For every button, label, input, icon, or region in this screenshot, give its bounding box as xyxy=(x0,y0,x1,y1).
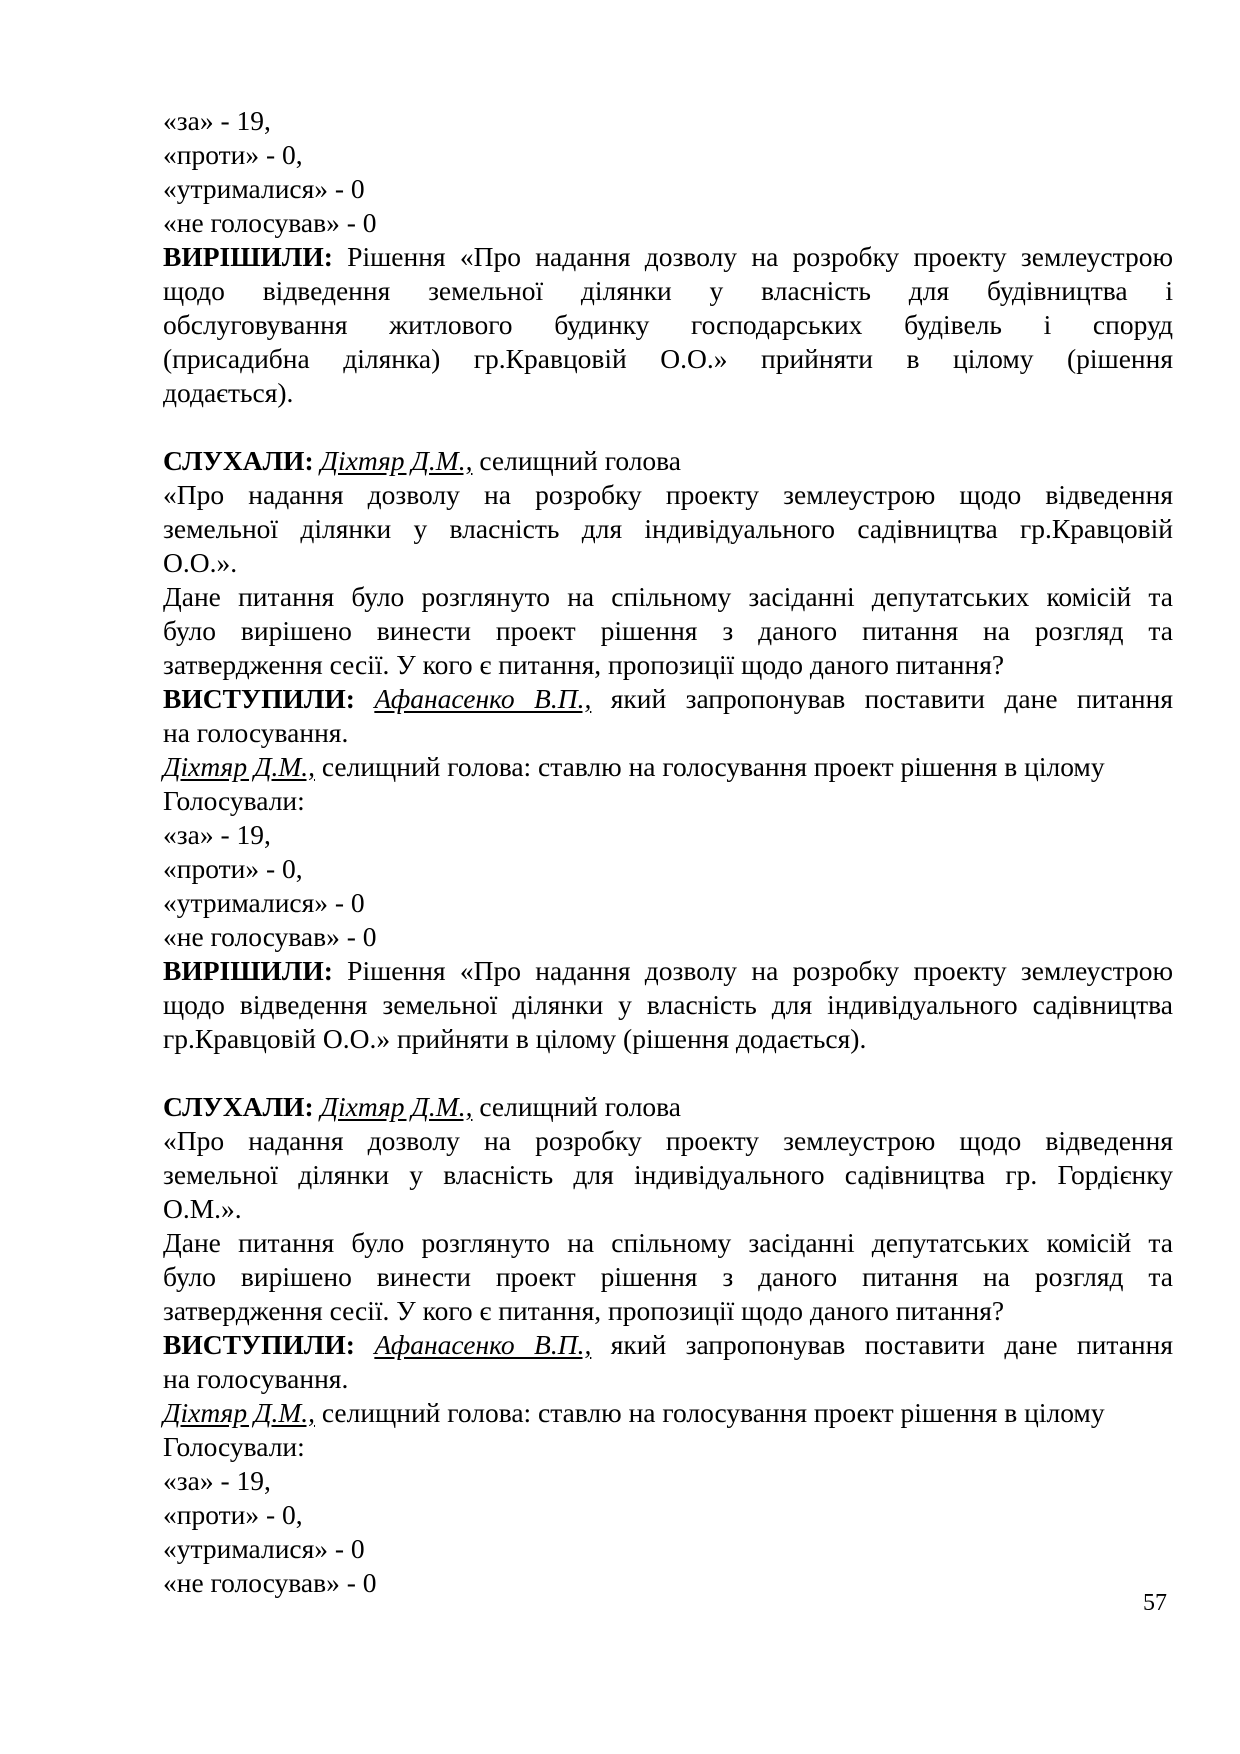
spoke-text: який запропонував поставити дане питання xyxy=(591,683,1174,714)
decision-line xyxy=(163,240,1173,274)
speaker-name: Діхтяр Д.М., xyxy=(320,445,473,476)
description-line: затвердження сесії. У кого є питання, пропозиції щодо даного питання? xyxy=(163,1295,1005,1326)
head-statement-text: селищний голова: ставлю на голосування проект рішення в цілому xyxy=(314,1397,1105,1428)
spoke-line xyxy=(163,1328,1173,1362)
decision-line: обслуговування житлового будинку господарських будівель і споруд xyxy=(163,309,1173,340)
spoke-line: на голосування. xyxy=(163,717,349,748)
voted-heading: Голосували: xyxy=(163,785,305,816)
description-line: було вирішено винести проект рішення з даного питання на розгляд та xyxy=(163,1261,1173,1292)
question-line: О.О.». xyxy=(163,547,238,578)
description-line: було вирішено винести проект рішення з даного питання на розгляд та xyxy=(163,615,1173,646)
decision-line: додається). xyxy=(163,377,294,408)
description-line: затвердження сесії. У кого є питання, пропозиції щодо даного питання? xyxy=(163,649,1005,680)
speaker-name: Діхтяр Д.М., xyxy=(163,1397,315,1428)
speaker-role: селищний голова xyxy=(472,445,682,476)
head-statement xyxy=(163,750,1173,784)
decision-line: щодо відведення земельної ділянки у власність для індивідуального садівництва xyxy=(163,989,1173,1020)
speaker-name: Афанасенко В.П., xyxy=(374,683,592,714)
vote-abstained: «утрималися» - 0 xyxy=(163,1533,365,1564)
speaker-name: Афанасенко В.П., xyxy=(374,1329,592,1360)
spoke-line xyxy=(163,682,1173,716)
vote-not-voted: «не голосував» - 0 xyxy=(163,1567,377,1598)
question-line: земельної ділянки у власність для індивідуального садівництва гр. Гордієнку xyxy=(163,1159,1173,1190)
question-line: «Про надання дозволу на розробку проекту землеустрою щодо відведення xyxy=(163,1125,1173,1156)
heard-line xyxy=(163,1090,1173,1124)
spoke-line: на голосування. xyxy=(163,1363,349,1394)
vote-not-voted: «не голосував» - 0 xyxy=(163,921,377,952)
decision-line xyxy=(163,954,1173,988)
description-line: Дане питання було розглянуто на спільному засіданні депутатських комісій та xyxy=(163,581,1173,612)
heard-line xyxy=(163,444,1173,478)
speaker-role: селищний голова xyxy=(472,1091,682,1122)
vote-against: «проти» - 0, xyxy=(163,139,303,170)
spoke-label: ВИСТУПИЛИ: xyxy=(163,683,355,714)
head-statement-text: селищний голова: ставлю на голосування проект рішення в цілому xyxy=(314,751,1105,782)
decision-line: (присадибна ділянка) гр.Кравцовій О.О.» прийняти в цілому (рішення xyxy=(163,343,1173,374)
speaker-name: Діхтяр Д.М., xyxy=(163,751,315,782)
decision-text: Рішення «Про надання дозволу на розробку проекту землеустрою xyxy=(332,955,1173,986)
decision-text: Рішення «Про надання дозволу на розробку проекту землеустрою xyxy=(332,241,1173,272)
vote-for: «за» - 19, xyxy=(163,819,271,850)
head-statement xyxy=(163,1396,1173,1430)
vote-for: «за» - 19, xyxy=(163,1465,271,1496)
vote-not-voted: «не голосував» - 0 xyxy=(163,207,377,238)
heard-label: СЛУХАЛИ: xyxy=(163,1091,314,1122)
vote-for: «за» - 19, xyxy=(163,105,271,136)
vote-against: «проти» - 0, xyxy=(163,853,303,884)
decision-line: гр.Кравцовій О.О.» прийняти в цілому (рішення додається). xyxy=(163,1023,867,1054)
voted-heading: Голосували: xyxy=(163,1431,305,1462)
decision-label: ВИРІШИЛИ: xyxy=(163,955,333,986)
speaker-name: Діхтяр Д.М., xyxy=(320,1091,473,1122)
decision-line: щодо відведення земельної ділянки у власність для будівництва і xyxy=(163,275,1173,306)
page-number: 57 xyxy=(1143,1590,1167,1616)
spoke-text: який запропонував поставити дане питання xyxy=(591,1329,1174,1360)
vote-abstained: «утрималися» - 0 xyxy=(163,887,365,918)
spoke-label: ВИСТУПИЛИ: xyxy=(163,1329,355,1360)
vote-against: «проти» - 0, xyxy=(163,1499,303,1530)
vote-abstained: «утрималися» - 0 xyxy=(163,173,365,204)
description-line: Дане питання було розглянуто на спільному засіданні депутатських комісій та xyxy=(163,1227,1173,1258)
question-line: О.М.». xyxy=(163,1193,242,1224)
question-line: «Про надання дозволу на розробку проекту землеустрою щодо відведення xyxy=(163,479,1173,510)
question-line: земельної ділянки у власність для індивідуального садівництва гр.Кравцовій xyxy=(163,513,1173,544)
heard-label: СЛУХАЛИ: xyxy=(163,445,314,476)
decision-label: ВИРІШИЛИ: xyxy=(163,241,333,272)
